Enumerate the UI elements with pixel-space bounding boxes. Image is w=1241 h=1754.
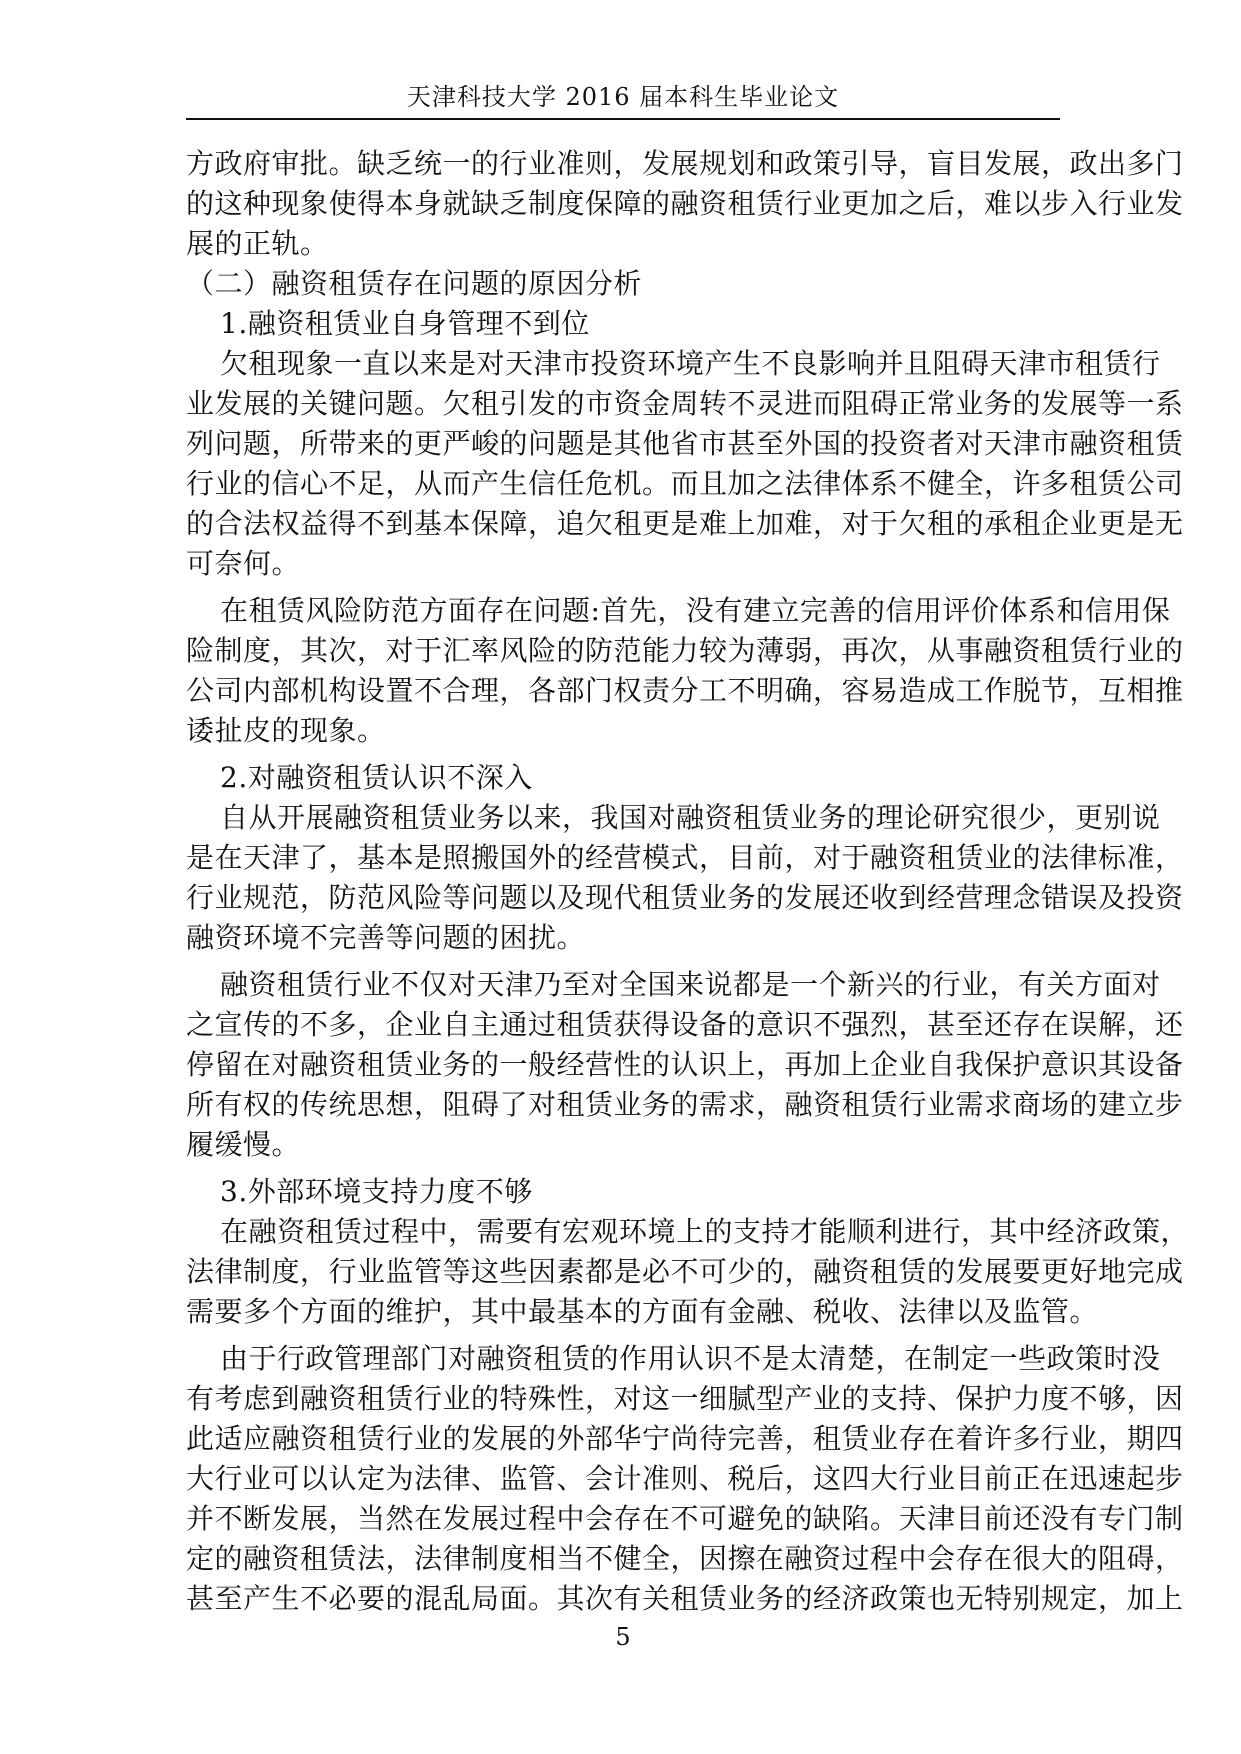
body-text — [186, 144, 1190, 1619]
text-line: 需要多个方面的维护，其中最基本的方面有金融、税收、法律以及监管。 — [186, 1295, 1099, 1328]
text-line: 方政府审批。缺乏统一的行业准则，发展规划和政策引导，盲目发展，政出多门 — [186, 147, 1184, 180]
text-line: 3.外部环境支持力度不够 — [220, 1175, 533, 1208]
text-line: 自从开展融资租赁业务以来，我国对融资租赁业务的理论研究很少，更别说 — [220, 801, 1161, 834]
text-line: 可奈何。 — [186, 547, 301, 580]
text-line: 之宣传的不多，企业自主通过租赁获得设备的意识不强烈，甚至还存在误解，还 — [186, 1008, 1184, 1041]
text-line: 列问题，所带来的更严峻的问题是其他省市甚至外国的投资者对天津市融资租赁 — [186, 427, 1184, 460]
text-line: 融资环境不完善等问题的困扰。 — [186, 921, 586, 954]
text-line: 行业的信心不足，从而产生信任危机。而且加之法律体系不健全，许多租赁公司 — [186, 467, 1184, 500]
text-line: 此适应融资租赁行业的发展的外部华宁尚待完善，租赁业存在着许多行业，期四 — [186, 1422, 1184, 1455]
text-line: 由于行政管理部门对融资租赁的作用认识不是太清楚，在制定一些政策时没 — [220, 1342, 1161, 1375]
text-line: 并不断发展，当然在发展过程中会存在不可避免的缺陷。天津目前还没有专门制 — [186, 1502, 1184, 1535]
text-line: 所有权的传统思想，阻碍了对租赁业务的需求，融资租赁行业需求商场的建立步 — [186, 1088, 1184, 1121]
text-line: 甚至产生不必要的混乱局面。其次有关租赁业务的经济政策也无特别规定，加上 — [186, 1582, 1184, 1615]
text-line: 在融资租赁过程中，需要有宏观环境上的支持才能顺利进行，其中经济政策， — [220, 1215, 1190, 1248]
text-line: 的这种现象使得本身就缺乏制度保障的融资租赁行业更加之后，难以步入行业发 — [186, 187, 1184, 220]
text-line: 1.融资租赁业自身管理不到位 — [220, 307, 590, 340]
text-line: 定的融资租赁法，法律制度相当不健全，因擦在融资过程中会存在很大的阻碍， — [186, 1542, 1184, 1575]
text-line: 在租赁风险防范方面存在问题:首先，没有建立完善的信用评价体系和信用保 — [220, 594, 1171, 627]
text-line: 履缓慢。 — [186, 1128, 301, 1161]
text-line: 停留在对融资租赁业务的一般经营性的认识上，再加上企业自我保护意识其设备 — [186, 1048, 1184, 1081]
text-line: 公司内部机构设置不合理，各部门权责分工不明确，容易造成工作脱节，互相推 — [186, 674, 1184, 707]
text-line: 大行业可以认定为法律、监管、会计准则、税后，这四大行业目前正在迅速起步 — [186, 1462, 1184, 1495]
text-line: 的合法权益得不到基本保障，追欠租更是难上加难，对于欠租的承租企业更是无 — [186, 507, 1184, 540]
text-line: 融资租赁行业不仅对天津乃至对全国来说都是一个新兴的行业，有关方面对 — [220, 968, 1161, 1001]
text-line: 业发展的关键问题。欠租引发的市资金周转不灵进而阻碍正常业务的发展等一系 — [186, 387, 1184, 420]
text-line: 是在天津了，基本是照搬国外的经营模式，目前，对于融资租赁业的法律标准， — [186, 841, 1184, 874]
page-number: 5 — [615, 1623, 631, 1651]
text-line: 2.对融资租赁认识不深入 — [220, 761, 533, 794]
text-line: 有考虑到融资租赁行业的特殊性，对这一细腻型产业的支持、保护力度不够，因 — [186, 1382, 1184, 1415]
text-line: 诿扯皮的现象。 — [186, 714, 386, 747]
text-line: 欠租现象一直以来是对天津市投资环境产生不良影响并且阻碍天津市租赁行 — [220, 347, 1161, 380]
text-line: 展的正轨。 — [186, 227, 329, 260]
running-header: 天津科技大学 2016 届本科生毕业论文 — [406, 83, 840, 111]
text-line: 法律制度，行业监管等这些因素都是必不可少的，融资租赁的发展要更好地完成 — [186, 1255, 1184, 1288]
text-line: （二）融资租赁存在问题的原因分析 — [186, 267, 643, 300]
header-rule — [186, 118, 1060, 120]
text-line: 行业规范，防范风险等问题以及现代租赁业务的发展还收到经营理念错误及投资 — [186, 881, 1184, 914]
text-line: 险制度，其次，对于汇率风险的防范能力较为薄弱，再次，从事融资租赁行业的 — [186, 634, 1184, 667]
